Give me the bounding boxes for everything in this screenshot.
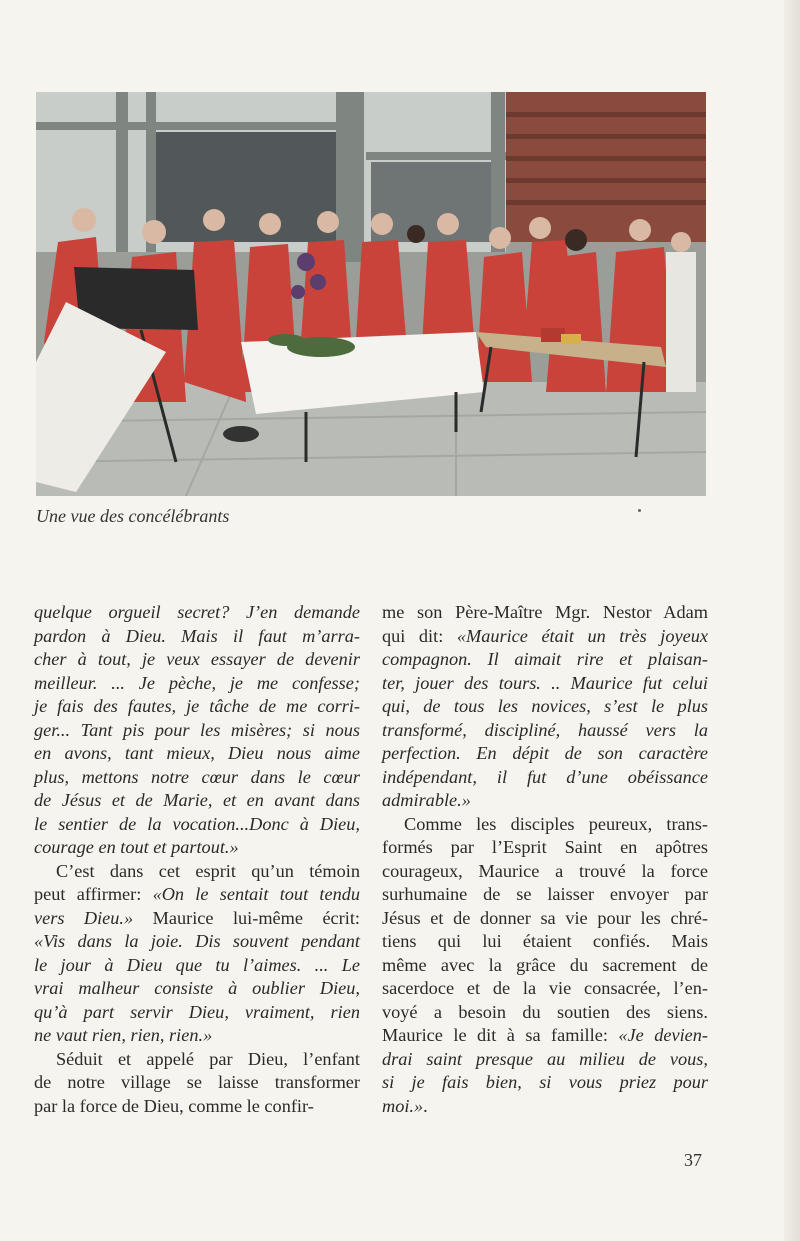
text-segment: admirable.» <box>382 790 471 810</box>
text-segment: courage en tout et partout.» <box>34 837 239 857</box>
text-segment: cher à tout, je veux essayer de devenir <box>34 649 360 669</box>
text-line <box>34 648 360 672</box>
text-line <box>34 883 360 907</box>
text-line <box>382 836 708 860</box>
text-line <box>34 954 360 978</box>
concelebrants-photo <box>36 92 706 496</box>
right-column <box>382 601 708 1118</box>
text-line <box>382 742 708 766</box>
text-line <box>382 766 708 790</box>
text-segment: Séduit et appelé par Dieu, l’enfant <box>56 1048 360 1069</box>
text-line <box>34 813 360 837</box>
text-segment: vers Dieu.» <box>34 907 134 928</box>
text-segment: compagnon. Il aimait rire et plaisan- <box>382 649 708 669</box>
text-segment: «Je devien- <box>618 1025 708 1045</box>
text-line <box>382 695 708 719</box>
text-segment: je fais des fautes, je tâche de me corri- <box>34 696 360 716</box>
text-segment: sacerdoce et de la vie consacrée, l’en- <box>382 978 708 998</box>
text-segment: Maurice le dit à sa famille: <box>382 1025 619 1045</box>
text-segment: C’est dans cet esprit qu’un témoin <box>56 860 360 881</box>
text-segment: meilleur. ... Je pèche, je me confesse; <box>34 672 360 693</box>
text-line <box>34 1048 360 1072</box>
text-line <box>34 789 360 813</box>
text-line <box>34 766 360 790</box>
text-line <box>34 1001 360 1025</box>
text-segment: ter, jouer des tours. .. Maurice fut celui <box>382 672 708 693</box>
text-line <box>382 1001 708 1025</box>
text-segment: le sentier de la vocation...Donc à Dieu, <box>34 813 360 834</box>
print-speck <box>638 509 641 512</box>
text-line <box>34 695 360 719</box>
text-segment: . <box>423 1095 428 1116</box>
photo-caption: Une vue des concélébrants <box>36 506 230 526</box>
text-line <box>34 672 360 696</box>
text-line <box>34 625 360 649</box>
text-segment: Comme les disciples peureux, trans- <box>404 813 708 834</box>
text-line <box>382 601 708 625</box>
text-line <box>382 860 708 884</box>
text-segment: même avec la grâce du sacrement de <box>382 954 708 975</box>
text-segment: ger... Tant pis pour les misères; si nous <box>34 719 360 740</box>
text-line <box>34 977 360 1001</box>
text-line <box>34 907 360 931</box>
text-segment: de notre village se laisse transformer <box>34 1072 360 1092</box>
text-segment: Jésus et de donner sa vie pour les chré- <box>382 907 708 928</box>
text-segment: voyé a besoin du soutien des siens. <box>382 1001 708 1022</box>
text-line <box>382 930 708 954</box>
text-line <box>34 1024 360 1048</box>
text-segment: en avons, tant mieux, Dieu nous aime <box>34 743 360 763</box>
text-segment: par la force de Dieu, comme le confir- <box>34 1095 314 1116</box>
left-column <box>34 601 360 1118</box>
text-line <box>382 954 708 978</box>
text-line <box>382 672 708 696</box>
text-line <box>382 977 708 1001</box>
text-segment: me son Père-Maître Mgr. Nestor Adam <box>382 602 708 622</box>
text-line <box>382 883 708 907</box>
text-segment: «Maurice était un très joyeux <box>456 625 708 646</box>
text-line <box>382 719 708 743</box>
text-segment: courageux, Maurice a trouvé la force <box>382 860 708 881</box>
text-line <box>34 1095 360 1119</box>
page-edge <box>784 0 800 1241</box>
text-segment: vrai malheur consiste à oublier Dieu, <box>34 978 360 998</box>
text-segment: «On le sentait tout tendu <box>152 884 360 904</box>
page-number: 37 <box>684 1150 702 1170</box>
text-line <box>382 1095 708 1119</box>
text-line <box>34 860 360 884</box>
text-line <box>34 719 360 743</box>
text-segment: tiens qui lui étaient confiés. Mais <box>382 931 708 951</box>
text-segment: qui, de tous les novices, s’est le plus <box>382 696 708 716</box>
text-line <box>382 813 708 837</box>
text-segment: Maurice lui-même écrit: <box>133 907 360 928</box>
text-line <box>382 1024 708 1048</box>
text-segment: quelque orgueil secret? J’en demande <box>34 602 360 622</box>
text-line <box>34 1071 360 1095</box>
text-segment: transformé, discipliné, haussé vers la <box>382 719 708 740</box>
text-line <box>382 1048 708 1072</box>
text-line <box>382 907 708 931</box>
text-line <box>34 601 360 625</box>
text-line <box>382 789 708 813</box>
text-segment: ne vaut rien, rien, rien.» <box>34 1025 213 1045</box>
text-segment: indépendant, il fut d’une obéissance <box>382 766 708 787</box>
text-line <box>34 836 360 860</box>
text-line <box>382 625 708 649</box>
text-segment: qui dit: <box>382 625 457 646</box>
text-segment: pardon à Dieu. Mais il faut m’arra- <box>34 625 360 646</box>
text-segment: le jour à Dieu que tu l’aimes. ... Le <box>34 954 360 975</box>
text-segment: «Vis dans la joie. Dis souvent pendant <box>34 931 360 951</box>
text-segment: si je fais bien, si vous priez pour <box>382 1072 708 1092</box>
text-segment: drai saint presque au milieu de vous, <box>382 1048 708 1069</box>
text-segment: qu’à part servir Dieu, vraiment, rien <box>34 1001 360 1022</box>
text-segment: formés par l’Esprit Saint en apôtres <box>382 837 708 857</box>
text-segment: surhumaine de se laisser envoyer par <box>382 884 708 904</box>
text-segment: plus, mettons notre cœur dans le cœur <box>34 766 360 787</box>
text-segment: moi.» <box>382 1095 424 1116</box>
text-segment: de Jésus et de Marie, et en avant dans <box>34 790 360 810</box>
text-line <box>34 930 360 954</box>
text-segment: peut affirmer: <box>34 884 153 904</box>
text-segment: perfection. En dépit de son caractère <box>382 743 708 763</box>
text-line <box>382 1071 708 1095</box>
text-line <box>382 648 708 672</box>
text-line <box>34 742 360 766</box>
